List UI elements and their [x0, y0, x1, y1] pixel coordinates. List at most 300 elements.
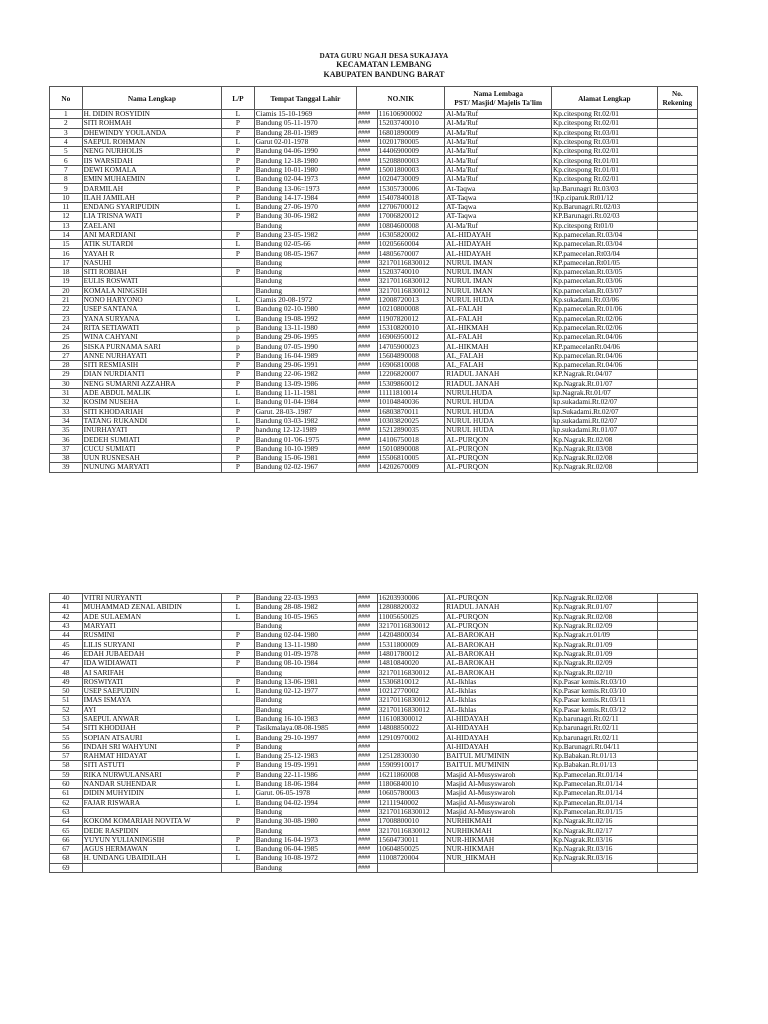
cell-alamat: !Kp.ciparuk.Rt01/12 — [552, 193, 658, 202]
cell-no: 27 — [50, 351, 83, 360]
cell-hash: #### — [357, 631, 378, 640]
cell-ttl: Bandung 13-06=1973 — [254, 184, 356, 193]
table-row — [50, 212, 698, 221]
cell-lp: L — [222, 612, 255, 621]
cell-no: 15 — [50, 240, 83, 249]
cell-rekening — [657, 323, 697, 332]
cell-hash: #### — [357, 696, 378, 705]
cell-hash: #### — [357, 388, 378, 397]
cell-lembaga: AL-FALAH — [445, 305, 552, 314]
cell-lembaga: AL-BAROKAH — [445, 659, 552, 668]
cell-name — [82, 863, 221, 872]
cell-lembaga: Al-HIDAYAH — [445, 724, 552, 733]
cell-nik: 14406900009 — [377, 147, 445, 156]
cell-nik: 15001800003 — [377, 165, 445, 174]
cell-hash: #### — [357, 426, 378, 435]
cell-hash: #### — [357, 733, 378, 742]
table-row — [50, 370, 698, 379]
cell-hash: #### — [357, 175, 378, 184]
cell-nik: 11008720004 — [377, 854, 445, 863]
cell-hash: #### — [357, 128, 378, 137]
cell-nik: 32170116830012 — [377, 826, 445, 835]
cell-no: 69 — [50, 863, 83, 872]
cell-no: 60 — [50, 779, 83, 788]
document-subtitle-kecamatan: KECAMATAN LEMBANG — [336, 60, 432, 69]
cell-nik: 14808850022 — [377, 724, 445, 733]
cell-hash: #### — [357, 594, 378, 603]
cell-no: 57 — [50, 752, 83, 761]
cell-no: 48 — [50, 668, 83, 677]
cell-rekening — [657, 416, 697, 425]
cell-lembaga: AL-PURQON — [445, 594, 552, 603]
cell-no: 59 — [50, 770, 83, 779]
cell-lembaga: NURULHUDA — [445, 388, 552, 397]
cell-no: 10 — [50, 193, 83, 202]
cell-ttl: Bandung 10-05-1965 — [254, 612, 356, 621]
cell-lp: L — [222, 137, 255, 146]
cell-nik: 15311800009 — [377, 640, 445, 649]
cell-alamat: Kp.Nagrak.Rt.02/08 — [552, 463, 658, 472]
cell-no: 33 — [50, 407, 83, 416]
cell-ttl: Bandung — [254, 258, 356, 267]
cell-alamat: Kp.Nagrak.rt.01/09 — [552, 631, 658, 640]
table-row — [50, 659, 698, 668]
cell-nik: 12111940002 — [377, 798, 445, 807]
cell-ttl: Bandung 22-06-1982 — [254, 370, 356, 379]
cell-rekening — [657, 807, 697, 816]
cell-nik: 10205660004 — [377, 240, 445, 249]
cell-ttl: Bandung 29-06-1995 — [254, 333, 356, 342]
cell-alamat: KP.pamecelan.Rt03/04 — [552, 249, 658, 258]
cell-nik: 15203740010 — [377, 268, 445, 277]
cell-no: 53 — [50, 714, 83, 723]
cell-lp — [222, 221, 255, 230]
cell-lembaga: AL_FALAH — [445, 361, 552, 370]
cell-hash: #### — [357, 212, 378, 221]
cell-nik: 12808820032 — [377, 603, 445, 612]
table-row — [50, 826, 698, 835]
table-row — [50, 314, 698, 323]
cell-no: 16 — [50, 249, 83, 258]
table-row — [50, 249, 698, 258]
cell-ttl: Bandung 16-10-1983 — [254, 714, 356, 723]
cell-ttl: bandung 12-12-1989 — [254, 426, 356, 435]
cell-lp — [222, 826, 255, 835]
cell-name: FAJAR RISWARA — [82, 798, 221, 807]
cell-hash: #### — [357, 463, 378, 472]
table-body-part2 — [50, 594, 698, 873]
cell-no: 26 — [50, 342, 83, 351]
cell-no: 51 — [50, 696, 83, 705]
table-row — [50, 631, 698, 640]
cell-lembaga: Al-Ma'Ruf — [445, 137, 552, 146]
cell-rekening — [657, 193, 697, 202]
cell-no: 4 — [50, 137, 83, 146]
table-row — [50, 789, 698, 798]
cell-lp: P — [222, 594, 255, 603]
cell-alamat: kp.Nagrak.Rt.01/07 — [552, 388, 658, 397]
table-row — [50, 202, 698, 211]
header-lp: L/P — [222, 87, 255, 110]
cell-alamat: Kp.citespong Rt.02/01 — [552, 119, 658, 128]
cell-no: 6 — [50, 156, 83, 165]
cell-ttl: Bandung 22-03-1993 — [254, 594, 356, 603]
cell-hash: #### — [357, 640, 378, 649]
cell-ttl: Bandung 25-12-1983 — [254, 752, 356, 761]
cell-alamat: Kp.citespong Rt.03/01 — [552, 137, 658, 146]
cell-lp: P — [222, 165, 255, 174]
cell-ttl: Ciamis 15-10-1969 — [254, 110, 356, 119]
cell-lembaga: Al-HIDAYAH — [445, 733, 552, 742]
cell-lp: P — [222, 128, 255, 137]
cell-nik: 15203740010 — [377, 119, 445, 128]
cell-lp — [222, 705, 255, 714]
cell-lp: L — [222, 779, 255, 788]
cell-ttl: Bandung 16-04-1973 — [254, 835, 356, 844]
cell-nik: 32170116830012 — [377, 807, 445, 816]
cell-alamat: Kp.Nagrak.Rt.03/16 — [552, 854, 658, 863]
cell-alamat: Kp.Nagrak.Rt.02/08 — [552, 435, 658, 444]
cell-rekening — [657, 733, 697, 742]
cell-lp: L — [222, 714, 255, 723]
cell-ttl: Bandung 06-04-1985 — [254, 845, 356, 854]
cell-nik: 32170116830012 — [377, 621, 445, 630]
cell-alamat: Kp.Nagrak.Rt.02/09 — [552, 621, 658, 630]
cell-no: 35 — [50, 426, 83, 435]
cell-hash: #### — [357, 305, 378, 314]
cell-alamat: Kp.Babakan.Rt.01/13 — [552, 752, 658, 761]
cell-lembaga: AL-Ikhlas — [445, 677, 552, 686]
cell-lp: L — [222, 752, 255, 761]
cell-hash: #### — [357, 668, 378, 677]
cell-rekening — [657, 268, 697, 277]
table-row — [50, 807, 698, 816]
cell-nik: 32170116830012 — [377, 258, 445, 267]
cell-ttl: Bandung 01-'06-1975 — [254, 435, 356, 444]
cell-no: 23 — [50, 314, 83, 323]
cell-hash: #### — [357, 798, 378, 807]
cell-lembaga: AL-HIDAYAH — [445, 249, 552, 258]
cell-no: 61 — [50, 789, 83, 798]
cell-rekening — [657, 258, 697, 267]
cell-lembaga: AL-BAROKAH — [445, 631, 552, 640]
table-row — [50, 323, 698, 332]
cell-lp: P — [222, 184, 255, 193]
cell-ttl: Bandung 28-01-1989 — [254, 128, 356, 137]
table-row — [50, 333, 698, 342]
cell-rekening — [657, 295, 697, 304]
table-row — [50, 677, 698, 686]
cell-lp: L — [222, 845, 255, 854]
cell-alamat: Kp.Nagrak.Rt.01/09 — [552, 649, 658, 658]
cell-no: 37 — [50, 444, 83, 453]
cell-hash: #### — [357, 416, 378, 425]
cell-name: KOMALA NINGSIH — [82, 286, 221, 295]
table-row — [50, 165, 698, 174]
cell-no: 29 — [50, 370, 83, 379]
cell-lp — [222, 286, 255, 295]
cell-hash: #### — [357, 184, 378, 193]
cell-rekening — [657, 314, 697, 323]
cell-hash: #### — [357, 240, 378, 249]
cell-alamat: Kp.Pamecelan.Rt.01/15 — [552, 807, 658, 816]
cell-nik: 11806840010 — [377, 779, 445, 788]
cell-alamat: Kp.pamecelan.Rt.04/06 — [552, 361, 658, 370]
cell-alamat: Kp.Barunagri.Rt.04/11 — [552, 742, 658, 751]
table-row — [50, 640, 698, 649]
cell-nik: 32170116830012 — [377, 277, 445, 286]
cell-nik: 15208800003 — [377, 156, 445, 165]
table-row — [50, 770, 698, 779]
cell-nik: 12706700012 — [377, 202, 445, 211]
cell-nik: 10804600008 — [377, 221, 445, 230]
cell-lp: P — [222, 724, 255, 733]
cell-lp: L — [222, 295, 255, 304]
cell-alamat: Kp.citespong Rt.02/01 — [552, 110, 658, 119]
cell-lp — [222, 277, 255, 286]
cell-rekening — [657, 165, 697, 174]
cell-hash: #### — [357, 677, 378, 686]
cell-no: 12 — [50, 212, 83, 221]
cell-lp — [222, 863, 255, 872]
cell-lp: P — [222, 835, 255, 844]
cell-no: 43 — [50, 621, 83, 630]
cell-lp: p — [222, 323, 255, 332]
cell-name: NANDAR SUHENDAR — [82, 779, 221, 788]
cell-lp: P — [222, 212, 255, 221]
cell-lembaga: Al-HIDAYAH — [445, 714, 552, 723]
cell-lembaga: At-Taqwa — [445, 184, 552, 193]
cell-name: ATIK SUTARDI — [82, 240, 221, 249]
cell-no: 11 — [50, 202, 83, 211]
cell-alamat: Kp.sukadami.Rt.03/06 — [552, 295, 658, 304]
cell-alamat: Kp.Pamecelan.Rt.01/14 — [552, 770, 658, 779]
cell-hash: #### — [357, 193, 378, 202]
cell-alamat: Kp.Nagrak.Rt.02/08 — [552, 612, 658, 621]
cell-ttl: Bandung 02-12-1977 — [254, 686, 356, 695]
cell-alamat: Kp.Nagrak.Rt.02/17 — [552, 826, 658, 835]
cell-lp: P — [222, 351, 255, 360]
cell-lembaga: AL-HIDAYAH — [445, 240, 552, 249]
cell-hash: #### — [357, 742, 378, 751]
table-row — [50, 379, 698, 388]
cell-alamat: Kp.Nagrak.Rt.01/07 — [552, 379, 658, 388]
cell-nik: 11907820012 — [377, 314, 445, 323]
cell-rekening — [657, 705, 697, 714]
cell-alamat: kp.sukadami.Rt.01/07 — [552, 426, 658, 435]
cell-name: WINA CAHYANI — [82, 333, 221, 342]
cell-rekening — [657, 305, 697, 314]
cell-no: 20 — [50, 286, 83, 295]
header-name: Nama Lengkap — [82, 87, 221, 110]
cell-alamat: Kp.Nagrak.Rt.03/16 — [552, 845, 658, 854]
cell-ttl: Bandung 29-06-1991 — [254, 361, 356, 370]
cell-alamat: Kp.citespong Rt.01/01 — [552, 165, 658, 174]
cell-rekening — [657, 212, 697, 221]
cell-rekening — [657, 826, 697, 835]
cell-name: EMIN MUHAEMIN — [82, 175, 221, 184]
cell-lp: P — [222, 677, 255, 686]
document-subtitle-kabupaten: KABUPATEN BANDUNG BARAT — [323, 70, 445, 79]
cell-lp — [222, 807, 255, 816]
cell-no: 49 — [50, 677, 83, 686]
cell-ttl: Bandung 04-06-1990 — [254, 147, 356, 156]
cell-nik: 10303820025 — [377, 416, 445, 425]
cell-hash: #### — [357, 817, 378, 826]
cell-rekening — [657, 677, 697, 686]
cell-lp: L — [222, 603, 255, 612]
cell-nik: 14204800034 — [377, 631, 445, 640]
cell-ttl: Bandung — [254, 221, 356, 230]
cell-lembaga: NUR-HIKMAH — [445, 845, 552, 854]
table-row — [50, 435, 698, 444]
cell-name: YANA SURYANA — [82, 314, 221, 323]
cell-nik: 16211860008 — [377, 770, 445, 779]
cell-ttl: Garut. 06-05-1978 — [254, 789, 356, 798]
cell-alamat: Kp.pamecelan.Rt.03/05 — [552, 268, 658, 277]
cell-name: SAEPUL ANWAR — [82, 714, 221, 723]
cell-name: IMAS ISMAYA — [82, 696, 221, 705]
cell-rekening — [657, 286, 697, 295]
cell-no: 47 — [50, 659, 83, 668]
cell-rekening — [657, 845, 697, 854]
cell-lp: P — [222, 268, 255, 277]
header-rekening — [657, 87, 697, 110]
cell-hash: #### — [357, 444, 378, 453]
cell-no: 5 — [50, 147, 83, 156]
cell-name: AI SARIFAH — [82, 668, 221, 677]
table-row — [50, 603, 698, 612]
cell-lp: P — [222, 817, 255, 826]
cell-alamat: Kp.pamecelan.Rt.03/06 — [552, 277, 658, 286]
cell-alamat: Kp.Nagrak.Rt.03/08 — [552, 444, 658, 453]
cell-name: NUNUNG MARYATI — [82, 463, 221, 472]
cell-alamat: Kp.citespong Rt.03/01 — [552, 128, 658, 137]
table-row — [50, 221, 698, 230]
cell-rekening — [657, 156, 697, 165]
cell-ttl: Tasikmalaya.08-08-1985 — [254, 724, 356, 733]
cell-name: IDA WIDIAWATI — [82, 659, 221, 668]
cell-no: 17 — [50, 258, 83, 267]
table-row — [50, 258, 698, 267]
cell-lp — [222, 621, 255, 630]
cell-ttl: Bandung — [254, 742, 356, 751]
cell-alamat: Kp.pamecelan.Rt.02/06 — [552, 323, 658, 332]
cell-hash: #### — [357, 295, 378, 304]
cell-name: USEP SANTANA — [82, 305, 221, 314]
cell-hash: #### — [357, 612, 378, 621]
cell-name: NONO HARYONO — [82, 295, 221, 304]
table-row — [50, 110, 698, 119]
cell-ttl: Bandung — [254, 286, 356, 295]
cell-lembaga: Masjid Al-Musyswaroh — [445, 770, 552, 779]
cell-ttl: Bandung 12-18-1980 — [254, 156, 356, 165]
cell-alamat: kp.sukadami.Rt.02/07 — [552, 416, 658, 425]
cell-lembaga: NURUL IMAN — [445, 277, 552, 286]
cell-lembaga: Al-Ma'Ruf — [445, 147, 552, 156]
cell-lp: P — [222, 147, 255, 156]
cell-rekening — [657, 612, 697, 621]
cell-lembaga: AL-FALAH — [445, 314, 552, 323]
cell-lembaga: NURUL HUDA — [445, 295, 552, 304]
table-row — [50, 724, 698, 733]
cell-lembaga: Masjid Al-Musyswaroh — [445, 807, 552, 816]
cell-alamat: Kp.Pasar kemis.Rt.03/12 — [552, 705, 658, 714]
table-row — [50, 230, 698, 239]
cell-alamat: kp.Sukadami.Rt.02/07 — [552, 407, 658, 416]
cell-no: 42 — [50, 612, 83, 621]
document-title: DATA GURU NGAJI DESA SUKAJAYA — [319, 52, 449, 60]
cell-nik — [377, 863, 445, 872]
cell-alamat: Kp.Babakan.Rt.01/13 — [552, 761, 658, 770]
cell-lp: L — [222, 202, 255, 211]
cell-rekening — [657, 696, 697, 705]
cell-no: 50 — [50, 686, 83, 695]
cell-nik: 15407840018 — [377, 193, 445, 202]
table-row — [50, 594, 698, 603]
cell-nik: 14106750018 — [377, 435, 445, 444]
cell-name: DARMILAH — [82, 184, 221, 193]
cell-hash: #### — [357, 724, 378, 733]
cell-ttl: Bandung 07-05-1990 — [254, 342, 356, 351]
table-row — [50, 193, 698, 202]
cell-alamat: Kp.Nagrak.Rt.02/16 — [552, 817, 658, 826]
cell-ttl: Bandung 02-04-1980 — [254, 631, 356, 640]
table-row — [50, 686, 698, 695]
cell-rekening — [657, 444, 697, 453]
cell-rekening — [657, 240, 697, 249]
cell-alamat: KP.Barunagri.Rt.02/03 — [552, 212, 658, 221]
cell-alamat: Kp.Pasar kemis.Rt.03/11 — [552, 696, 658, 705]
cell-alamat: Kp.Nagrak.Rt.03/16 — [552, 835, 658, 844]
cell-no: 2 — [50, 119, 83, 128]
header-nik: NO.NIK — [357, 87, 445, 110]
cell-lp: p — [222, 342, 255, 351]
cell-rekening — [657, 202, 697, 211]
table-row — [50, 119, 698, 128]
cell-name: ZAELANI — [82, 221, 221, 230]
table-row — [50, 407, 698, 416]
cell-lembaga: Masjid Al-Musyswaroh — [445, 789, 552, 798]
cell-hash: #### — [357, 221, 378, 230]
cell-rekening — [657, 128, 697, 137]
cell-lembaga: Al-Ma'Ruf — [445, 156, 552, 165]
cell-ttl: Bandung — [254, 705, 356, 714]
cell-lp: L — [222, 398, 255, 407]
cell-nik: 14202670009 — [377, 463, 445, 472]
cell-alamat: Kp.pamecelan.Rt.02/06 — [552, 314, 658, 323]
cell-lembaga: NURHIKMAH — [445, 826, 552, 835]
cell-lp: L — [222, 314, 255, 323]
cell-lp: L — [222, 733, 255, 742]
cell-name: DEDEH SUMIATI — [82, 435, 221, 444]
cell-hash: #### — [357, 202, 378, 211]
cell-alamat: Kp.pamecelan.Rt.04/06 — [552, 333, 658, 342]
cell-nik: 11005650025 — [377, 612, 445, 621]
cell-alamat: Kp.barunagri.Rt.02/11 — [552, 714, 658, 723]
cell-lp: L — [222, 110, 255, 119]
cell-name: DHEWINDY YOULANDA — [82, 128, 221, 137]
cell-nik: 15212890035 — [377, 426, 445, 435]
cell-alamat: KP.pamecelan.Rt01/05 — [552, 258, 658, 267]
cell-rekening — [657, 110, 697, 119]
cell-rekening — [657, 770, 697, 779]
cell-ttl: Bandung 16-04-1989 — [254, 351, 356, 360]
cell-hash: #### — [357, 342, 378, 351]
cell-nik: 14810840020 — [377, 659, 445, 668]
cell-ttl: Bandung 13-06-1981 — [254, 677, 356, 686]
cell-name: VITRI NURYANTI — [82, 594, 221, 603]
